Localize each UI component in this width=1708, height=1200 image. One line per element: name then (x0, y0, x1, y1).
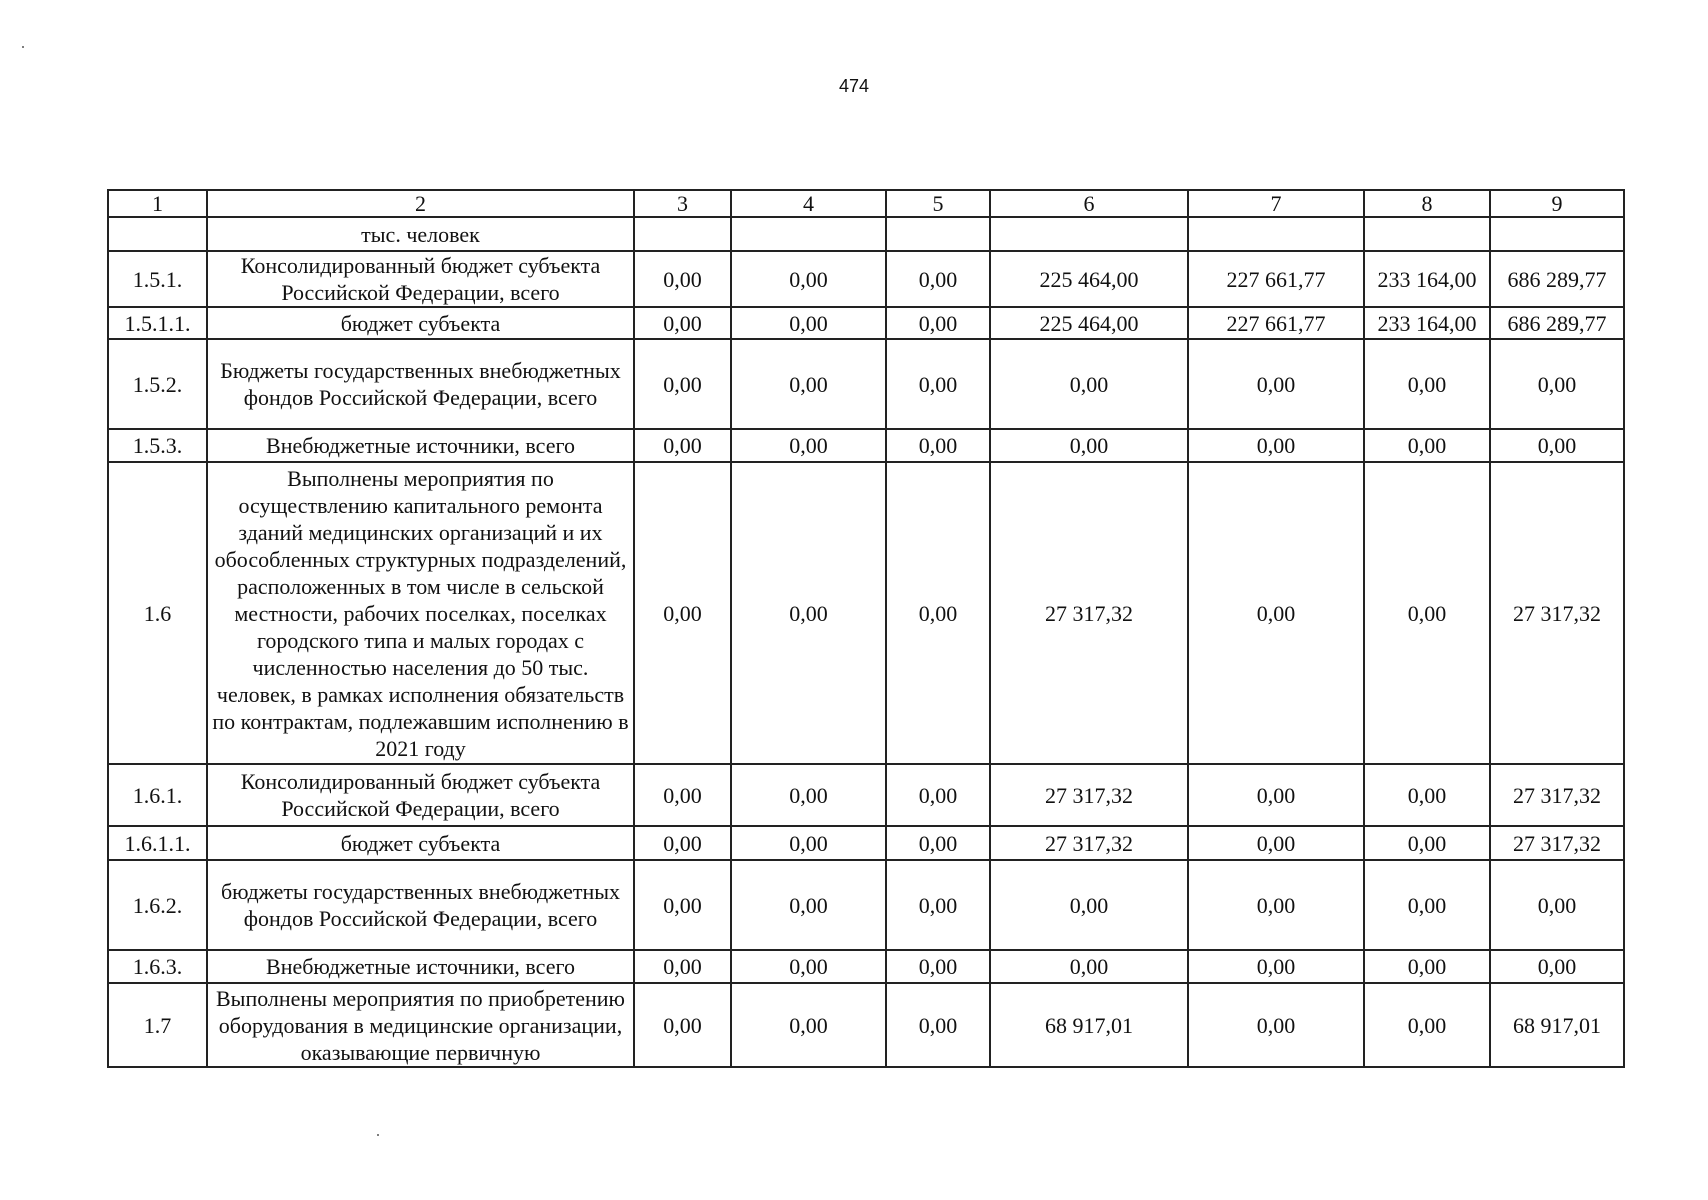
table-row (108, 983, 1624, 1067)
column-header: 1 (108, 190, 207, 217)
value-cell: 27 317,32 (1490, 826, 1624, 860)
value-cell: 0,00 (634, 429, 731, 462)
value-cell: 0,00 (1364, 462, 1490, 764)
value-cell: 0,00 (1490, 860, 1624, 950)
value-cell: 0,00 (731, 251, 886, 307)
value-cell: 225 464,00 (990, 251, 1188, 307)
description-cell: Консолидированный бюджет субъекта Российской Федерации, всего (207, 764, 634, 826)
value-cell: 0,00 (886, 307, 990, 339)
description-cell: бюджеты государственных внебюджетных фондов Российской Федерации, всего (207, 860, 634, 950)
value-cell: 0,00 (634, 950, 731, 983)
value-cell: 0,00 (886, 950, 990, 983)
value-cell: 686 289,77 (1490, 307, 1624, 339)
column-header: 7 (1188, 190, 1364, 217)
value-cell: 0,00 (886, 826, 990, 860)
row-number-cell: 1.6.2. (108, 860, 207, 950)
value-cell: 0,00 (731, 826, 886, 860)
description-cell: бюджет субъекта (207, 826, 634, 860)
row-number-cell (108, 217, 207, 251)
value-cell: 27 317,32 (1490, 764, 1624, 826)
column-header: 4 (731, 190, 886, 217)
value-cell: 0,00 (731, 339, 886, 429)
description-cell: Внебюджетные источники, всего (207, 429, 634, 462)
value-cell: 0,00 (1188, 339, 1364, 429)
row-number-cell: 1.6 (108, 462, 207, 764)
table-row (108, 307, 1624, 339)
value-cell: 227 661,77 (1188, 251, 1364, 307)
value-cell: 0,00 (1188, 764, 1364, 826)
value-cell: 233 164,00 (1364, 307, 1490, 339)
row-number-cell: 1.5.2. (108, 339, 207, 429)
value-cell: 0,00 (1188, 462, 1364, 764)
table-row (108, 429, 1624, 462)
value-cell: 0,00 (1188, 983, 1364, 1067)
value-cell: 0,00 (1364, 339, 1490, 429)
value-cell (1490, 217, 1624, 251)
value-cell: 68 917,01 (990, 983, 1188, 1067)
table-row (108, 764, 1624, 826)
value-cell: 0,00 (1490, 429, 1624, 462)
value-cell (1188, 217, 1364, 251)
value-cell: 0,00 (731, 860, 886, 950)
row-number-cell: 1.5.3. (108, 429, 207, 462)
value-cell: 0,00 (990, 860, 1188, 950)
value-cell: 0,00 (886, 339, 990, 429)
row-number-cell: 1.7 (108, 983, 207, 1067)
value-cell: 27 317,32 (1490, 462, 1624, 764)
value-cell: 0,00 (886, 429, 990, 462)
value-cell: 0,00 (731, 429, 886, 462)
table-row (108, 339, 1624, 429)
value-cell: 233 164,00 (1364, 251, 1490, 307)
value-cell (886, 217, 990, 251)
value-cell: 0,00 (1490, 339, 1624, 429)
scan-speck (22, 46, 24, 48)
value-cell: 0,00 (731, 462, 886, 764)
column-header: 8 (1364, 190, 1490, 217)
value-cell: 68 917,01 (1490, 983, 1624, 1067)
value-cell: 225 464,00 (990, 307, 1188, 339)
value-cell: 0,00 (1188, 860, 1364, 950)
value-cell: 27 317,32 (990, 462, 1188, 764)
description-cell: Выполнены мероприятия по осуществлению капитального ремонта зданий медицинских организаций и их обособленных структурных подразделений, расположенных в том числе в сельской местности, рабочих поселках, поселках городского типа и малых городах с численностью населения до 50 тыс. человек, в рамках исполнения обязательств по контрактам, подлежавшим исполнению в 2021 году (207, 462, 634, 764)
value-cell: 0,00 (886, 860, 990, 950)
row-number-cell: 1.5.1.1. (108, 307, 207, 339)
value-cell: 0,00 (1364, 950, 1490, 983)
value-cell (1364, 217, 1490, 251)
value-cell: 0,00 (634, 860, 731, 950)
value-cell: 0,00 (990, 429, 1188, 462)
value-cell: 0,00 (1364, 764, 1490, 826)
value-cell: 27 317,32 (990, 826, 1188, 860)
description-cell: Бюджеты государственных внебюджетных фондов Российской Федерации, всего (207, 339, 634, 429)
value-cell: 0,00 (1188, 950, 1364, 983)
row-number-cell: 1.5.1. (108, 251, 207, 307)
table-row (108, 826, 1624, 860)
column-header: 6 (990, 190, 1188, 217)
value-cell: 0,00 (731, 983, 886, 1067)
column-header: 2 (207, 190, 634, 217)
description-cell: тыс. человек (207, 217, 634, 251)
scan-speck (377, 1134, 379, 1136)
value-cell: 0,00 (1364, 826, 1490, 860)
column-header: 3 (634, 190, 731, 217)
column-header: 5 (886, 190, 990, 217)
description-cell: бюджет субъекта (207, 307, 634, 339)
value-cell: 0,00 (886, 983, 990, 1067)
value-cell: 27 317,32 (990, 764, 1188, 826)
value-cell: 686 289,77 (1490, 251, 1624, 307)
value-cell: 0,00 (731, 950, 886, 983)
value-cell: 0,00 (634, 826, 731, 860)
table-row (108, 217, 1624, 251)
value-cell: 227 661,77 (1188, 307, 1364, 339)
value-cell: 0,00 (1188, 429, 1364, 462)
value-cell: 0,00 (1364, 983, 1490, 1067)
page-number: 474 (838, 76, 870, 96)
description-cell: Внебюджетные источники, всего (207, 950, 634, 983)
description-cell: Выполнены мероприятия по приобретению оборудования в медицинские организации, оказывающие первичную (207, 983, 634, 1067)
value-cell (731, 217, 886, 251)
table-row (108, 950, 1624, 983)
value-cell: 0,00 (634, 983, 731, 1067)
value-cell: 0,00 (634, 307, 731, 339)
column-number-row (108, 190, 1624, 217)
value-cell: 0,00 (990, 950, 1188, 983)
value-cell: 0,00 (886, 251, 990, 307)
budget-table (107, 189, 1625, 1068)
value-cell: 0,00 (1364, 429, 1490, 462)
row-number-cell: 1.6.1. (108, 764, 207, 826)
table-row (108, 860, 1624, 950)
column-header: 9 (1490, 190, 1624, 217)
value-cell: 0,00 (1188, 826, 1364, 860)
value-cell: 0,00 (1364, 860, 1490, 950)
table-row (108, 462, 1624, 764)
value-cell (990, 217, 1188, 251)
value-cell: 0,00 (731, 307, 886, 339)
value-cell: 0,00 (731, 764, 886, 826)
value-cell: 0,00 (634, 251, 731, 307)
value-cell: 0,00 (634, 339, 731, 429)
value-cell (634, 217, 731, 251)
description-cell: Консолидированный бюджет субъекта Российской Федерации, всего (207, 251, 634, 307)
value-cell: 0,00 (886, 462, 990, 764)
row-number-cell: 1.6.1.1. (108, 826, 207, 860)
value-cell: 0,00 (990, 339, 1188, 429)
row-number-cell: 1.6.3. (108, 950, 207, 983)
value-cell: 0,00 (886, 764, 990, 826)
value-cell: 0,00 (1490, 950, 1624, 983)
value-cell: 0,00 (634, 462, 731, 764)
table-row (108, 251, 1624, 307)
value-cell: 0,00 (634, 764, 731, 826)
